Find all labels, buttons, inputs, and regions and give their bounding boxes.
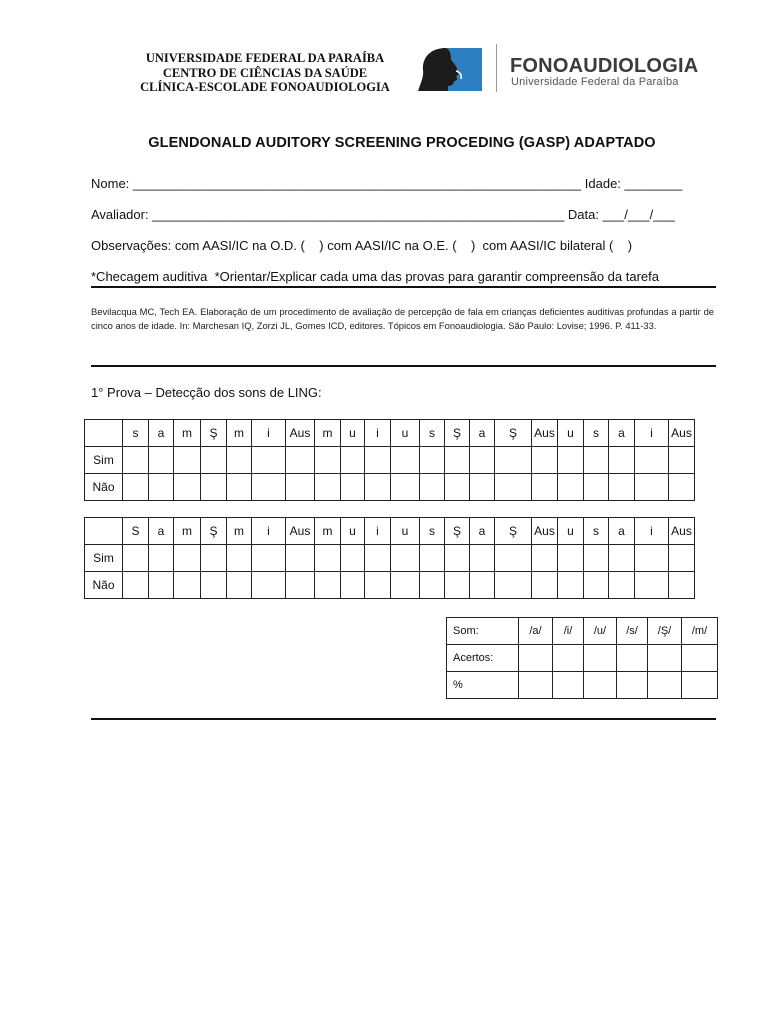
reference-citation: Bevilacqua MC, Tech EA. Elaboração de um procedimento de avaliação de percepção de fala em crianças deficientes auditivas profundas a partir de cinco anos de idade. In: Marchesan IQ, Zorzi JL, Gomes ICD, editores. Tópicos em Fonoaudiologia. São Paulo: Lovise; 1996. P. 411-33. <box>91 306 714 331</box>
answer-cell[interactable] <box>227 572 252 599</box>
answer-cell[interactable] <box>609 474 635 501</box>
header-cell-17: u <box>558 420 584 447</box>
answer-cell[interactable] <box>470 447 495 474</box>
answer-cell[interactable] <box>495 545 532 572</box>
header-cell-8: m <box>315 420 341 447</box>
answer-cell[interactable] <box>669 572 695 599</box>
answer-cell[interactable] <box>558 545 584 572</box>
observacoes-field[interactable]: Observações: com AASI/IC na O.D. ( ) com AASI/IC na O.E. ( ) com AASI/IC bilateral ( ) <box>91 238 633 253</box>
score-header-som: Som: <box>447 618 519 645</box>
answer-cell[interactable] <box>201 474 227 501</box>
answer-cell[interactable] <box>609 545 635 572</box>
score-header-5: /Ş/ <box>648 618 682 645</box>
answer-cell[interactable] <box>123 545 149 572</box>
answer-cell[interactable] <box>123 572 149 599</box>
header-cell-6: i <box>252 518 286 545</box>
answer-cell[interactable] <box>149 474 174 501</box>
header-cell-12: s <box>420 420 445 447</box>
header-cell-13: Ş <box>445 518 470 545</box>
header-corner-cell <box>85 420 123 447</box>
answer-cell[interactable] <box>252 474 286 501</box>
header-cell-14: a <box>470 518 495 545</box>
form-title: GLENDONALD AUDITORY SCREENING PROCEDING (GASP) ADAPTADO <box>148 135 656 151</box>
answer-cell[interactable] <box>391 474 420 501</box>
score-cell[interactable] <box>648 672 682 699</box>
score-row-acertos <box>447 645 718 672</box>
answer-cell[interactable] <box>252 545 286 572</box>
table-row-nao <box>85 572 695 599</box>
answer-cell[interactable] <box>420 474 445 501</box>
answer-cell[interactable] <box>635 572 669 599</box>
answer-cell[interactable] <box>201 447 227 474</box>
header-cell-19: a <box>609 518 635 545</box>
header-cell-4: Ş <box>201 518 227 545</box>
institution-line-university: UNIVERSIDADE FEDERAL DA PARAÍBA <box>145 51 385 65</box>
header-cell-3: m <box>174 420 201 447</box>
header-cell-14: a <box>470 420 495 447</box>
header-cell-11: u <box>391 518 420 545</box>
row-label-acertos: Acertos: <box>447 645 519 672</box>
answer-cell[interactable] <box>584 474 609 501</box>
row-label-percent: % <box>447 672 519 699</box>
institution-line-clinic: CLÍNICA-ESCOLADE FONOAUDIOLOGIA <box>140 80 390 94</box>
table-header-row <box>85 518 695 545</box>
answer-cell[interactable] <box>286 545 315 572</box>
header-cell-1: S <box>123 518 149 545</box>
answer-cell[interactable] <box>635 545 669 572</box>
logo-subtitle: Universidade Federal da Paraíba <box>511 76 679 88</box>
header-cell-5: m <box>227 518 252 545</box>
answer-cell[interactable] <box>174 474 201 501</box>
answer-cell[interactable] <box>174 545 201 572</box>
header-cell-2: a <box>149 420 174 447</box>
nome-idade-field[interactable]: Nome: ______________________________________________________________ Idade: ________ <box>91 176 683 191</box>
answer-cell[interactable] <box>227 447 252 474</box>
answer-cell[interactable] <box>669 545 695 572</box>
institution-header <box>120 51 410 95</box>
header-cell-18: s <box>584 518 609 545</box>
header-cell-10: i <box>365 420 391 447</box>
score-header-row <box>447 618 718 645</box>
answer-cell[interactable] <box>609 572 635 599</box>
answer-cell[interactable] <box>391 447 420 474</box>
answer-cell[interactable] <box>201 572 227 599</box>
answer-cell[interactable] <box>149 572 174 599</box>
answer-cell[interactable] <box>532 447 558 474</box>
score-cell[interactable] <box>617 645 648 672</box>
section-title: 1° Prova – Detecção dos sons de LING: <box>91 385 322 400</box>
header-cell-10: i <box>365 518 391 545</box>
answer-cell[interactable] <box>558 447 584 474</box>
answer-cell[interactable] <box>584 572 609 599</box>
header-cell-20: i <box>635 518 669 545</box>
score-cell[interactable] <box>682 645 718 672</box>
score-header-3: /u/ <box>584 618 617 645</box>
answer-cell[interactable] <box>341 545 365 572</box>
answer-cell[interactable] <box>532 474 558 501</box>
answer-cell[interactable] <box>315 447 341 474</box>
checagem-instruction: *Checagem auditiva *Orientar/Explicar cada uma das provas para garantir compreensão da tarefa <box>91 269 659 284</box>
answer-cell[interactable] <box>445 474 470 501</box>
answer-cell[interactable] <box>470 572 495 599</box>
answer-cell[interactable] <box>635 474 669 501</box>
header-cell-3: m <box>174 518 201 545</box>
header-cell-5: m <box>227 420 252 447</box>
answer-cell[interactable] <box>470 545 495 572</box>
score-table <box>446 617 718 699</box>
header-cell-21: Aus <box>669 518 695 545</box>
avaliador-data-field[interactable]: Avaliador: _________________________________________________________ Data: ___/___/___ <box>91 207 675 222</box>
table-row-sim <box>85 545 695 572</box>
header-cell-11: u <box>391 420 420 447</box>
answer-cell[interactable] <box>365 474 391 501</box>
score-header-1: /a/ <box>519 618 553 645</box>
answer-cell[interactable] <box>420 572 445 599</box>
divider-bottom <box>91 718 716 720</box>
header-cell-16: Aus <box>532 518 558 545</box>
score-cell[interactable] <box>553 645 584 672</box>
score-cell[interactable] <box>519 672 553 699</box>
answer-cell[interactable] <box>149 545 174 572</box>
answer-cell[interactable] <box>227 474 252 501</box>
header-cell-9: u <box>341 420 365 447</box>
score-cell[interactable] <box>519 645 553 672</box>
answer-cell[interactable] <box>445 572 470 599</box>
row-label-nao: Não <box>85 572 123 599</box>
answer-cell[interactable] <box>227 545 252 572</box>
score-cell[interactable] <box>584 672 617 699</box>
answer-cell[interactable] <box>445 447 470 474</box>
answer-cell[interactable] <box>315 545 341 572</box>
row-label-sim: Sim <box>85 447 123 474</box>
answer-cell[interactable] <box>532 545 558 572</box>
header-cell-15: Ş <box>495 420 532 447</box>
answer-cell[interactable] <box>391 545 420 572</box>
header-corner-cell <box>85 518 123 545</box>
header-cell-13: Ş <box>445 420 470 447</box>
header-cell-12: s <box>420 518 445 545</box>
answer-cell[interactable] <box>365 447 391 474</box>
answer-cell[interactable] <box>174 572 201 599</box>
header-cell-16: Aus <box>532 420 558 447</box>
table-row-nao <box>85 474 695 501</box>
answer-cell[interactable] <box>286 474 315 501</box>
ling-detection-table-2 <box>84 517 695 599</box>
header-cell-21: Aus <box>669 420 695 447</box>
answer-cell[interactable] <box>341 572 365 599</box>
answer-cell[interactable] <box>174 447 201 474</box>
table-row-sim <box>85 447 695 474</box>
header-cell-19: a <box>609 420 635 447</box>
row-label-sim: Sim <box>85 545 123 572</box>
answer-cell[interactable] <box>286 572 315 599</box>
score-cell[interactable] <box>553 672 584 699</box>
answer-cell[interactable] <box>532 572 558 599</box>
answer-cell[interactable] <box>470 474 495 501</box>
header-cell-2: a <box>149 518 174 545</box>
answer-cell[interactable] <box>341 447 365 474</box>
institution-line-center: CENTRO DE CIÊNCIAS DA SAÚDE <box>162 65 368 80</box>
score-cell[interactable] <box>617 672 648 699</box>
header-cell-7: Aus <box>286 518 315 545</box>
header-cell-15: Ş <box>495 518 532 545</box>
answer-cell[interactable] <box>635 447 669 474</box>
answer-cell[interactable] <box>669 474 695 501</box>
answer-cell[interactable] <box>201 545 227 572</box>
header-cell-7: Aus <box>286 420 315 447</box>
answer-cell[interactable] <box>315 572 341 599</box>
score-row-percent <box>447 672 718 699</box>
score-cell[interactable] <box>682 672 718 699</box>
header-cell-8: m <box>315 518 341 545</box>
head-profile-icon <box>416 46 484 93</box>
answer-cell[interactable] <box>123 447 149 474</box>
score-header-6: /m/ <box>682 618 718 645</box>
score-header-2: /i/ <box>553 618 584 645</box>
answer-cell[interactable] <box>669 447 695 474</box>
logo-separator <box>496 44 497 92</box>
answer-cell[interactable] <box>584 447 609 474</box>
answer-cell[interactable] <box>286 447 315 474</box>
answer-cell[interactable] <box>365 572 391 599</box>
answer-cell[interactable] <box>420 545 445 572</box>
answer-cell[interactable] <box>558 572 584 599</box>
answer-cell[interactable] <box>315 474 341 501</box>
answer-cell[interactable] <box>584 545 609 572</box>
row-label-nao: Não <box>85 474 123 501</box>
table-header-row <box>85 420 695 447</box>
header-cell-18: s <box>584 420 609 447</box>
score-header-4: /s/ <box>617 618 648 645</box>
header-cell-9: u <box>341 518 365 545</box>
ling-detection-table-1 <box>84 419 695 501</box>
answer-cell[interactable] <box>495 474 532 501</box>
answer-cell[interactable] <box>495 447 532 474</box>
answer-cell[interactable] <box>252 572 286 599</box>
answer-cell[interactable] <box>252 447 286 474</box>
header-cell-1: s <box>123 420 149 447</box>
fonoaudiologia-logo <box>414 44 704 94</box>
logo-name: FONOAUDIOLOGIA <box>510 55 699 77</box>
answer-cell[interactable] <box>391 572 420 599</box>
answer-cell[interactable] <box>558 474 584 501</box>
header-cell-17: u <box>558 518 584 545</box>
answer-cell[interactable] <box>341 474 365 501</box>
header-cell-6: i <box>252 420 286 447</box>
answer-cell[interactable] <box>609 447 635 474</box>
answer-cell[interactable] <box>445 545 470 572</box>
header-cell-20: i <box>635 420 669 447</box>
answer-cell[interactable] <box>495 572 532 599</box>
answer-cell[interactable] <box>149 447 174 474</box>
score-cell[interactable] <box>584 645 617 672</box>
score-cell[interactable] <box>648 645 682 672</box>
answer-cell[interactable] <box>420 447 445 474</box>
answer-cell[interactable] <box>365 545 391 572</box>
divider-reference <box>91 365 716 367</box>
answer-cell[interactable] <box>123 474 149 501</box>
header-cell-4: Ş <box>201 420 227 447</box>
divider-top <box>91 286 716 288</box>
